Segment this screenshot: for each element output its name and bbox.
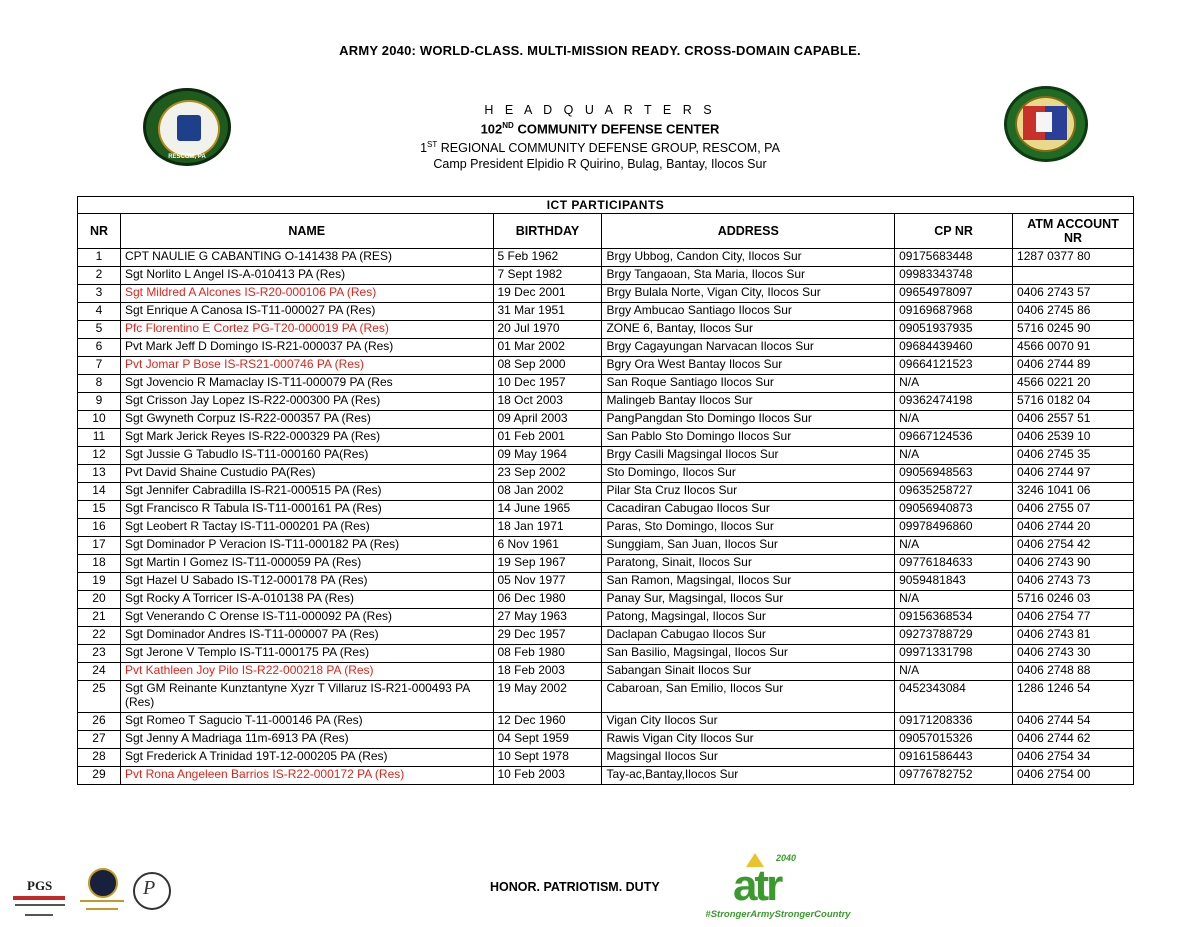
row-nr: 13: [78, 465, 121, 483]
atm-account: 0406 2743 81: [1013, 627, 1134, 645]
address: Brgy Ubbog, Candon City, Ilocos Sur: [602, 249, 895, 267]
birthday: 20 Jul 1970: [493, 321, 602, 339]
table-title: ICT PARTICIPANTS: [78, 197, 1134, 214]
table-row: [78, 627, 1134, 645]
address: Brgy Cagayungan Narvacan Ilocos Sur: [602, 339, 895, 357]
unit-name: 102ND COMMUNITY DEFENSE CENTER: [480, 121, 720, 137]
participant-name: Pvt Jomar P Bose IS-RS21-000746 PA (Res): [120, 357, 493, 375]
cp-nr: 09978496860: [895, 519, 1013, 537]
letterhead: [0, 102, 1200, 172]
participant-name: Sgt Frederick A Trinidad 19T-12-000205 PA (Res): [120, 749, 493, 767]
atm-account: 0406 2748 88: [1013, 663, 1134, 681]
participant-name: Sgt Venerando C Orense IS-T11-000092 PA (Res): [120, 609, 493, 627]
address: Brgy Tangaoan, Sta Maria, Ilocos Sur: [602, 267, 895, 285]
atm-account: 5716 0245 90: [1013, 321, 1134, 339]
birthday: 09 May 1964: [493, 447, 602, 465]
address: Sabangan Sinait Ilocos Sur: [602, 663, 895, 681]
cp-nr: 09057015326: [895, 731, 1013, 749]
col-header-nr: NR: [78, 214, 121, 249]
row-nr: 3: [78, 285, 121, 303]
cp-nr: 09362474198: [895, 393, 1013, 411]
atm-account: 4566 0221 20: [1013, 375, 1134, 393]
birthday: 10 Sept 1978: [493, 749, 602, 767]
table-row: [78, 537, 1134, 555]
birthday: 19 Sep 1967: [493, 555, 602, 573]
address: Rawis Vigan City Ilocos Sur: [602, 731, 895, 749]
atm-account: 0406 2743 30: [1013, 645, 1134, 663]
row-nr: 9: [78, 393, 121, 411]
row-nr: 28: [78, 749, 121, 767]
footer-motto: HONOR. PATRIOTISM. DUTY: [490, 880, 660, 894]
birthday: 19 Dec 2001: [493, 285, 602, 303]
left-unit-seal-icon: RESCOM, PA: [143, 88, 231, 166]
atm-account: 0406 2745 86: [1013, 303, 1134, 321]
row-nr: 29: [78, 767, 121, 785]
row-nr: 1: [78, 249, 121, 267]
table-header-row: [78, 214, 1134, 249]
table-row: [78, 393, 1134, 411]
participant-name: Sgt Jovencio R Mamaclay IS-T11-000079 PA (Res: [120, 375, 493, 393]
birthday: 5 Feb 1962: [493, 249, 602, 267]
birthday: 14 June 1965: [493, 501, 602, 519]
participant-name: Pvt Rona Angeleen Barrios IS-R22-000172 PA (Res): [120, 767, 493, 785]
participant-name: Pvt Mark Jeff D Domingo IS-R21-000037 PA (Res): [120, 339, 493, 357]
table-row: [78, 519, 1134, 537]
cp-nr: 09667124536: [895, 429, 1013, 447]
atm-account: 0406 2755 07: [1013, 501, 1134, 519]
cp-nr: N/A: [895, 663, 1013, 681]
cp-nr: 09971331798: [895, 645, 1013, 663]
birthday: 18 Jan 1971: [493, 519, 602, 537]
birthday: 27 May 1963: [493, 609, 602, 627]
table-row: [78, 321, 1134, 339]
address: Sunggiam, San Juan, Ilocos Sur: [602, 537, 895, 555]
participant-name: Sgt Enrique A Canosa IS-T11-000027 PA (Res): [120, 303, 493, 321]
atm-account: 0406 2744 89: [1013, 357, 1134, 375]
address: Paratong, Sinait, Ilocos Sur: [602, 555, 895, 573]
atm-account: 4566 0070 91: [1013, 339, 1134, 357]
cp-nr: 09169687968: [895, 303, 1013, 321]
cp-nr: 09684439460: [895, 339, 1013, 357]
table-row: [78, 663, 1134, 681]
row-nr: 16: [78, 519, 121, 537]
medal-logo-icon: [88, 868, 118, 898]
address: San Roque Santiago Ilocos Sur: [602, 375, 895, 393]
pgs-logo-icon: PGS: [13, 874, 65, 922]
participant-name: Sgt Jenny A Madriaga 11m-6913 PA (Res): [120, 731, 493, 749]
address: Sto Domingo, Ilocos Sur: [602, 465, 895, 483]
participant-name: Sgt Gwyneth Corpuz IS-R22-000357 PA (Res): [120, 411, 493, 429]
atm-account: 0406 2743 57: [1013, 285, 1134, 303]
table-row: [78, 249, 1134, 267]
address: Tay-ac,Bantay,Ilocos Sur: [602, 767, 895, 785]
participant-name: Sgt Romeo T Sagucio T-11-000146 PA (Res): [120, 713, 493, 731]
address: Brgy Casili Magsingal Ilocos Sur: [602, 447, 895, 465]
col-header-cp-nr: CP NR: [895, 214, 1013, 249]
table-row: [78, 501, 1134, 519]
participant-name: Sgt Leobert R Tactay IS-T11-000201 PA (Res): [120, 519, 493, 537]
birthday: 10 Feb 2003: [493, 767, 602, 785]
participant-name: Sgt Mark Jerick Reyes IS-R22-000329 PA (Res): [120, 429, 493, 447]
cp-nr: 9059481843: [895, 573, 1013, 591]
atr-hashtag: #StrongerArmyStrongerCountry: [705, 909, 851, 920]
atm-account: 1286 1246 54: [1013, 681, 1134, 713]
participants-table: [77, 196, 1134, 785]
table-row: [78, 749, 1134, 767]
address: San Ramon, Magsingal, Ilocos Sur: [602, 573, 895, 591]
participant-name: Sgt Jerone V Templo IS-T11-000175 PA (Res): [120, 645, 493, 663]
row-nr: 2: [78, 267, 121, 285]
table-row: [78, 713, 1134, 731]
birthday: 09 April 2003: [493, 411, 602, 429]
row-nr: 25: [78, 681, 121, 713]
headquarters-label: H E A D Q U A R T E R S: [484, 103, 716, 117]
participant-name: Sgt Dominador Andres IS-T11-000007 PA (Res): [120, 627, 493, 645]
row-nr: 19: [78, 573, 121, 591]
birthday: 19 May 2002: [493, 681, 602, 713]
atm-account: [1013, 267, 1134, 285]
address: Brgy Bulala Norte, Vigan City, Ilocos Sur: [602, 285, 895, 303]
participant-name: Sgt Crisson Jay Lopez IS-R22-000300 PA (Res): [120, 393, 493, 411]
seal-logo-icon: P: [133, 872, 171, 910]
cp-nr: 09635258727: [895, 483, 1013, 501]
birthday: 18 Feb 2003: [493, 663, 602, 681]
address: Pilar Sta Cruz Ilocos Sur: [602, 483, 895, 501]
birthday: 6 Nov 1961: [493, 537, 602, 555]
cp-nr: 09161586443: [895, 749, 1013, 767]
col-header-name: NAME: [120, 214, 493, 249]
atm-account: 0406 2744 97: [1013, 465, 1134, 483]
table-row: [78, 375, 1134, 393]
cp-nr: 09051937935: [895, 321, 1013, 339]
address: Panay Sur, Magsingal, Ilocos Sur: [602, 591, 895, 609]
table-row: [78, 465, 1134, 483]
cp-nr: N/A: [895, 537, 1013, 555]
participant-name: Sgt Jussie G Tabudlo IS-T11-000160 PA(Res): [120, 447, 493, 465]
address: San Pablo Sto Domingo Ilocos Sur: [602, 429, 895, 447]
row-nr: 14: [78, 483, 121, 501]
address: Magsingal Ilocos Sur: [602, 749, 895, 767]
table-row: [78, 681, 1134, 713]
atm-account: 0406 2744 20: [1013, 519, 1134, 537]
atm-account: 0406 2754 42: [1013, 537, 1134, 555]
col-header-birthday: BIRTHDAY: [493, 214, 602, 249]
cp-nr: 09175683448: [895, 249, 1013, 267]
row-nr: 4: [78, 303, 121, 321]
participant-name: Pvt David Shaine Custudio PA(Res): [120, 465, 493, 483]
atm-account: 5716 0182 04: [1013, 393, 1134, 411]
table-row: [78, 573, 1134, 591]
birthday: 08 Sep 2000: [493, 357, 602, 375]
participant-name: Sgt Martin I Gomez IS-T11-000059 PA (Res): [120, 555, 493, 573]
page-slogan: ARMY 2040: WORLD-CLASS. MULTI-MISSION READY. CROSS-DOMAIN CAPABLE.: [339, 43, 861, 58]
table-row: [78, 645, 1134, 663]
birthday: 08 Jan 2002: [493, 483, 602, 501]
group-name: 1ST REGIONAL COMMUNITY DEFENSE GROUP, RESCOM, PA: [420, 140, 780, 156]
table-row: [78, 411, 1134, 429]
atm-account: 0406 2754 77: [1013, 609, 1134, 627]
cp-nr: N/A: [895, 375, 1013, 393]
participant-name: Pvt Kathleen Joy Pilo IS-R22-000218 PA (Res): [120, 663, 493, 681]
atm-account: 0406 2754 34: [1013, 749, 1134, 767]
row-nr: 27: [78, 731, 121, 749]
table-row: [78, 609, 1134, 627]
table-row: [78, 267, 1134, 285]
cp-nr: 0452343084: [895, 681, 1013, 713]
address: Brgy Ambucao Santiago Ilocos Sur: [602, 303, 895, 321]
table-row: [78, 429, 1134, 447]
cp-nr: 09776184633: [895, 555, 1013, 573]
row-nr: 21: [78, 609, 121, 627]
participant-name: Sgt Jennifer Cabradilla IS-R21-000515 PA (Res): [120, 483, 493, 501]
row-nr: 8: [78, 375, 121, 393]
table-row: [78, 285, 1134, 303]
row-nr: 22: [78, 627, 121, 645]
row-nr: 18: [78, 555, 121, 573]
atm-account: 3246 1041 06: [1013, 483, 1134, 501]
address: Cacadiran Cabugao Ilocos Sur: [602, 501, 895, 519]
cp-nr: N/A: [895, 411, 1013, 429]
table-row: [78, 483, 1134, 501]
participant-name: Sgt Rocky A Torricer IS-A-010138 PA (Res): [120, 591, 493, 609]
cp-nr: 09156368534: [895, 609, 1013, 627]
birthday: 18 Oct 2003: [493, 393, 602, 411]
atm-account: 0406 2745 35: [1013, 447, 1134, 465]
birthday: 01 Feb 2001: [493, 429, 602, 447]
birthday: 08 Feb 1980: [493, 645, 602, 663]
address: Bgry Ora West Bantay Ilocos Sur: [602, 357, 895, 375]
cp-nr: N/A: [895, 591, 1013, 609]
row-nr: 5: [78, 321, 121, 339]
col-header-address: ADDRESS: [602, 214, 895, 249]
address: San Basilio, Magsingal, Ilocos Sur: [602, 645, 895, 663]
cp-nr: 09273788729: [895, 627, 1013, 645]
table-row: [78, 731, 1134, 749]
cp-nr: 09664121523: [895, 357, 1013, 375]
cp-nr: 09056948563: [895, 465, 1013, 483]
atm-account: 0406 2743 90: [1013, 555, 1134, 573]
atm-account: 0406 2743 73: [1013, 573, 1134, 591]
table-row: [78, 303, 1134, 321]
row-nr: 15: [78, 501, 121, 519]
participant-name: Sgt Francisco R Tabula IS-T11-000161 PA (Res): [120, 501, 493, 519]
address: PangPangdan Sto Domingo Ilocos Sur: [602, 411, 895, 429]
participant-name: CPT NAULIE G CABANTING O-141438 PA (RES): [120, 249, 493, 267]
participant-name: Sgt Dominador P Veracion IS-T11-000182 PA (Res): [120, 537, 493, 555]
atm-account: 0406 2539 10: [1013, 429, 1134, 447]
row-nr: 6: [78, 339, 121, 357]
address: Cabaroan, San Emilio, Ilocos Sur: [602, 681, 895, 713]
camp-address: Camp President Elpidio R Quirino, Bulag, Bantay, Ilocos Sur: [433, 157, 767, 172]
birthday: 01 Mar 2002: [493, 339, 602, 357]
row-nr: 11: [78, 429, 121, 447]
row-nr: 20: [78, 591, 121, 609]
table-row: [78, 447, 1134, 465]
birthday: 23 Sep 2002: [493, 465, 602, 483]
table-row: [78, 591, 1134, 609]
participant-name: Sgt Hazel U Sabado IS-T12-000178 PA (Res): [120, 573, 493, 591]
participant-name: Sgt Norlito L Angel IS-A-010413 PA (Res): [120, 267, 493, 285]
table-row: [78, 357, 1134, 375]
medal-logo-caption: [80, 900, 124, 914]
atm-account: 0406 2744 62: [1013, 731, 1134, 749]
address: ZONE 6, Bantay, Ilocos Sur: [602, 321, 895, 339]
address: Vigan City Ilocos Sur: [602, 713, 895, 731]
cp-nr: 09983343748: [895, 267, 1013, 285]
birthday: 12 Dec 1960: [493, 713, 602, 731]
birthday: 06 Dec 1980: [493, 591, 602, 609]
atm-account: 0406 2754 00: [1013, 767, 1134, 785]
cp-nr: 09654978097: [895, 285, 1013, 303]
row-nr: 7: [78, 357, 121, 375]
address: Paras, Sto Domingo, Ilocos Sur: [602, 519, 895, 537]
birthday: 10 Dec 1957: [493, 375, 602, 393]
cp-nr: 09171208336: [895, 713, 1013, 731]
table-row: [78, 767, 1134, 785]
atm-account: 1287 0377 80: [1013, 249, 1134, 267]
row-nr: 10: [78, 411, 121, 429]
row-nr: 23: [78, 645, 121, 663]
participant-name: Sgt Mildred A Alcones IS-R20-000106 PA (Res): [120, 285, 493, 303]
atr-2040-logo-icon: 2040 atr #StrongerArmyStrongerCountry: [730, 853, 840, 923]
cp-nr: 09776782752: [895, 767, 1013, 785]
participant-name: Sgt GM Reinante Kunztantyne Xyzr T Villaruz IS-R21-000493 PA (Res): [120, 681, 493, 713]
address: Daclapan Cabugao Ilocos Sur: [602, 627, 895, 645]
cp-nr: N/A: [895, 447, 1013, 465]
atm-account: 5716 0246 03: [1013, 591, 1134, 609]
birthday: 29 Dec 1957: [493, 627, 602, 645]
participant-name: Pfc Florentino E Cortez PG-T20-000019 PA (Res): [120, 321, 493, 339]
cp-nr: 09056940873: [895, 501, 1013, 519]
birthday: 7 Sept 1982: [493, 267, 602, 285]
row-nr: 12: [78, 447, 121, 465]
address: Malingeb Bantay Ilocos Sur: [602, 393, 895, 411]
row-nr: 24: [78, 663, 121, 681]
address: Patong, Magsingal, Ilocos Sur: [602, 609, 895, 627]
birthday: 31 Mar 1951: [493, 303, 602, 321]
atm-account: 0406 2744 54: [1013, 713, 1134, 731]
birthday: 04 Sept 1959: [493, 731, 602, 749]
col-header-atm: ATM ACCOUNT NR: [1013, 214, 1134, 249]
row-nr: 26: [78, 713, 121, 731]
atm-account: 0406 2557 51: [1013, 411, 1134, 429]
table-row: [78, 555, 1134, 573]
row-nr: 17: [78, 537, 121, 555]
table-row: [78, 339, 1134, 357]
birthday: 05 Nov 1977: [493, 573, 602, 591]
